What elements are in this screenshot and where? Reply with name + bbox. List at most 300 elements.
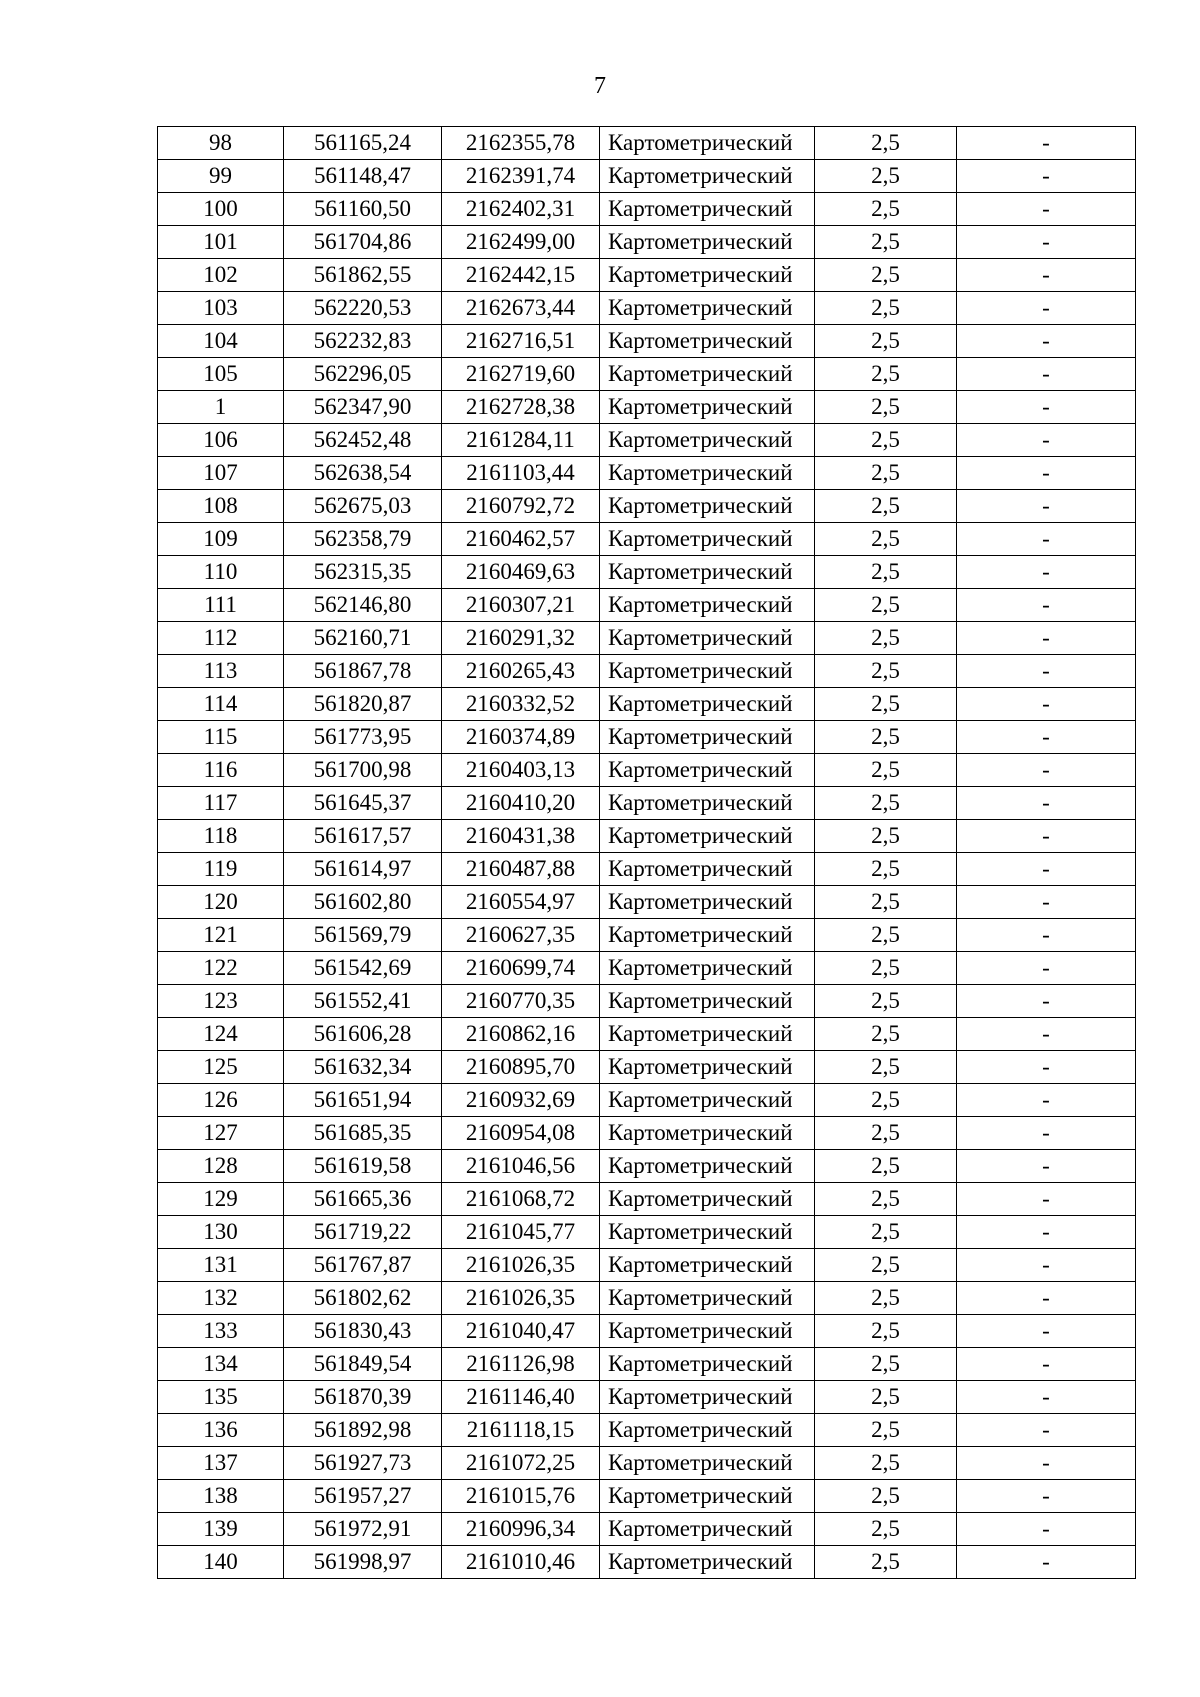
- point-number-cell: 99: [158, 160, 284, 193]
- y-coordinate-cell: 2162499,00: [442, 226, 600, 259]
- note-cell: -: [957, 523, 1136, 556]
- method-cell: Картометрический: [600, 193, 815, 226]
- accuracy-cell: 2,5: [815, 259, 957, 292]
- x-coordinate-cell: 561606,28: [284, 1018, 442, 1051]
- note-cell: -: [957, 292, 1136, 325]
- method-cell: Картометрический: [600, 1216, 815, 1249]
- y-coordinate-cell: 2160770,35: [442, 985, 600, 1018]
- point-number-cell: 104: [158, 325, 284, 358]
- x-coordinate-cell: 561957,27: [284, 1480, 442, 1513]
- accuracy-cell: 2,5: [815, 1084, 957, 1117]
- note-cell: -: [957, 1282, 1136, 1315]
- table-row: [158, 1084, 1136, 1117]
- method-cell: Картометрический: [600, 325, 815, 358]
- method-cell: Картометрический: [600, 358, 815, 391]
- x-coordinate-cell: 561719,22: [284, 1216, 442, 1249]
- accuracy-cell: 2,5: [815, 1051, 957, 1084]
- y-coordinate-cell: 2160699,74: [442, 952, 600, 985]
- note-cell: -: [957, 193, 1136, 226]
- y-coordinate-cell: 2161040,47: [442, 1315, 600, 1348]
- accuracy-cell: 2,5: [815, 1381, 957, 1414]
- note-cell: -: [957, 391, 1136, 424]
- y-coordinate-cell: 2160954,08: [442, 1117, 600, 1150]
- point-number-cell: 138: [158, 1480, 284, 1513]
- table-row: [158, 985, 1136, 1018]
- point-number-cell: 121: [158, 919, 284, 952]
- method-cell: Картометрический: [600, 391, 815, 424]
- accuracy-cell: 2,5: [815, 622, 957, 655]
- y-coordinate-cell: 2160431,38: [442, 820, 600, 853]
- x-coordinate-cell: 561160,50: [284, 193, 442, 226]
- method-cell: Картометрический: [600, 1183, 815, 1216]
- y-coordinate-cell: 2161284,11: [442, 424, 600, 457]
- note-cell: -: [957, 127, 1136, 160]
- accuracy-cell: 2,5: [815, 358, 957, 391]
- table-row: [158, 919, 1136, 952]
- accuracy-cell: 2,5: [815, 853, 957, 886]
- accuracy-cell: 2,5: [815, 457, 957, 490]
- accuracy-cell: 2,5: [815, 919, 957, 952]
- point-number-cell: 129: [158, 1183, 284, 1216]
- y-coordinate-cell: 2160469,63: [442, 556, 600, 589]
- point-number-cell: 112: [158, 622, 284, 655]
- y-coordinate-cell: 2160792,72: [442, 490, 600, 523]
- coordinates-table: [157, 126, 1136, 1579]
- x-coordinate-cell: 562358,79: [284, 523, 442, 556]
- table-row: [158, 1348, 1136, 1381]
- note-cell: -: [957, 325, 1136, 358]
- method-cell: Картометрический: [600, 160, 815, 193]
- y-coordinate-cell: 2161026,35: [442, 1249, 600, 1282]
- note-cell: -: [957, 1183, 1136, 1216]
- note-cell: -: [957, 655, 1136, 688]
- x-coordinate-cell: 561870,39: [284, 1381, 442, 1414]
- accuracy-cell: 2,5: [815, 292, 957, 325]
- note-cell: -: [957, 1216, 1136, 1249]
- table-row: [158, 1315, 1136, 1348]
- accuracy-cell: 2,5: [815, 655, 957, 688]
- method-cell: Картометрический: [600, 886, 815, 919]
- point-number-cell: 106: [158, 424, 284, 457]
- note-cell: -: [957, 721, 1136, 754]
- table-row: [158, 226, 1136, 259]
- point-number-cell: 133: [158, 1315, 284, 1348]
- note-cell: -: [957, 853, 1136, 886]
- note-cell: -: [957, 1381, 1136, 1414]
- note-cell: -: [957, 1513, 1136, 1546]
- accuracy-cell: 2,5: [815, 556, 957, 589]
- y-coordinate-cell: 2160932,69: [442, 1084, 600, 1117]
- x-coordinate-cell: 561542,69: [284, 952, 442, 985]
- y-coordinate-cell: 2162719,60: [442, 358, 600, 391]
- point-number-cell: 136: [158, 1414, 284, 1447]
- method-cell: Картометрический: [600, 1348, 815, 1381]
- table-row: [158, 853, 1136, 886]
- note-cell: -: [957, 1084, 1136, 1117]
- method-cell: Картометрический: [600, 655, 815, 688]
- y-coordinate-cell: 2161068,72: [442, 1183, 600, 1216]
- note-cell: -: [957, 1249, 1136, 1282]
- point-number-cell: 103: [158, 292, 284, 325]
- x-coordinate-cell: 561892,98: [284, 1414, 442, 1447]
- table-row: [158, 1513, 1136, 1546]
- method-cell: Картометрический: [600, 1051, 815, 1084]
- x-coordinate-cell: 562638,54: [284, 457, 442, 490]
- accuracy-cell: 2,5: [815, 424, 957, 457]
- table-row: [158, 1051, 1136, 1084]
- point-number-cell: 102: [158, 259, 284, 292]
- table-row: [158, 358, 1136, 391]
- x-coordinate-cell: 562347,90: [284, 391, 442, 424]
- note-cell: -: [957, 1447, 1136, 1480]
- point-number-cell: 140: [158, 1546, 284, 1579]
- point-number-cell: 139: [158, 1513, 284, 1546]
- note-cell: -: [957, 490, 1136, 523]
- table-row: [158, 457, 1136, 490]
- method-cell: Картометрический: [600, 1381, 815, 1414]
- x-coordinate-cell: 561972,91: [284, 1513, 442, 1546]
- accuracy-cell: 2,5: [815, 1480, 957, 1513]
- table-row: [158, 292, 1136, 325]
- y-coordinate-cell: 2162716,51: [442, 325, 600, 358]
- point-number-cell: 132: [158, 1282, 284, 1315]
- note-cell: -: [957, 1315, 1136, 1348]
- point-number-cell: 117: [158, 787, 284, 820]
- x-coordinate-cell: 562220,53: [284, 292, 442, 325]
- point-number-cell: 98: [158, 127, 284, 160]
- y-coordinate-cell: 2160996,34: [442, 1513, 600, 1546]
- method-cell: Картометрический: [600, 259, 815, 292]
- point-number-cell: 108: [158, 490, 284, 523]
- note-cell: -: [957, 1480, 1136, 1513]
- x-coordinate-cell: 562232,83: [284, 325, 442, 358]
- note-cell: -: [957, 259, 1136, 292]
- accuracy-cell: 2,5: [815, 1150, 957, 1183]
- y-coordinate-cell: 2160307,21: [442, 589, 600, 622]
- accuracy-cell: 2,5: [815, 193, 957, 226]
- point-number-cell: 116: [158, 754, 284, 787]
- y-coordinate-cell: 2162355,78: [442, 127, 600, 160]
- method-cell: Картометрический: [600, 589, 815, 622]
- table-row: [158, 622, 1136, 655]
- table-row: [158, 589, 1136, 622]
- accuracy-cell: 2,5: [815, 589, 957, 622]
- point-number-cell: 100: [158, 193, 284, 226]
- point-number-cell: 110: [158, 556, 284, 589]
- y-coordinate-cell: 2160403,13: [442, 754, 600, 787]
- point-number-cell: 127: [158, 1117, 284, 1150]
- y-coordinate-cell: 2160291,32: [442, 622, 600, 655]
- page-number: 7: [594, 73, 606, 99]
- note-cell: -: [957, 1051, 1136, 1084]
- method-cell: Картометрический: [600, 1414, 815, 1447]
- accuracy-cell: 2,5: [815, 1282, 957, 1315]
- coordinates-table-body: [158, 127, 1136, 1579]
- y-coordinate-cell: 2160627,35: [442, 919, 600, 952]
- method-cell: Картометрический: [600, 1117, 815, 1150]
- y-coordinate-cell: 2162391,74: [442, 160, 600, 193]
- point-number-cell: 1: [158, 391, 284, 424]
- method-cell: Картометрический: [600, 919, 815, 952]
- point-number-cell: 119: [158, 853, 284, 886]
- y-coordinate-cell: 2160265,43: [442, 655, 600, 688]
- point-number-cell: 123: [158, 985, 284, 1018]
- x-coordinate-cell: 561632,34: [284, 1051, 442, 1084]
- accuracy-cell: 2,5: [815, 952, 957, 985]
- x-coordinate-cell: 561602,80: [284, 886, 442, 919]
- y-coordinate-cell: 2161046,56: [442, 1150, 600, 1183]
- x-coordinate-cell: 561617,57: [284, 820, 442, 853]
- method-cell: Картометрический: [600, 1480, 815, 1513]
- point-number-cell: 101: [158, 226, 284, 259]
- method-cell: Картометрический: [600, 457, 815, 490]
- method-cell: Картометрический: [600, 721, 815, 754]
- y-coordinate-cell: 2160862,16: [442, 1018, 600, 1051]
- accuracy-cell: 2,5: [815, 1348, 957, 1381]
- point-number-cell: 137: [158, 1447, 284, 1480]
- y-coordinate-cell: 2161015,76: [442, 1480, 600, 1513]
- x-coordinate-cell: 561651,94: [284, 1084, 442, 1117]
- method-cell: Картометрический: [600, 688, 815, 721]
- point-number-cell: 114: [158, 688, 284, 721]
- x-coordinate-cell: 561767,87: [284, 1249, 442, 1282]
- y-coordinate-cell: 2160410,20: [442, 787, 600, 820]
- x-coordinate-cell: 562315,35: [284, 556, 442, 589]
- table-row: [158, 1381, 1136, 1414]
- point-number-cell: 135: [158, 1381, 284, 1414]
- note-cell: -: [957, 457, 1136, 490]
- note-cell: -: [957, 1546, 1136, 1579]
- x-coordinate-cell: 561704,86: [284, 226, 442, 259]
- point-number-cell: 125: [158, 1051, 284, 1084]
- method-cell: Картометрический: [600, 1546, 815, 1579]
- method-cell: Картометрический: [600, 820, 815, 853]
- accuracy-cell: 2,5: [815, 1249, 957, 1282]
- note-cell: -: [957, 820, 1136, 853]
- x-coordinate-cell: 561927,73: [284, 1447, 442, 1480]
- method-cell: Картометрический: [600, 985, 815, 1018]
- x-coordinate-cell: 561645,37: [284, 787, 442, 820]
- note-cell: -: [957, 1348, 1136, 1381]
- y-coordinate-cell: 2161118,15: [442, 1414, 600, 1447]
- y-coordinate-cell: 2160554,97: [442, 886, 600, 919]
- y-coordinate-cell: 2160332,52: [442, 688, 600, 721]
- accuracy-cell: 2,5: [815, 820, 957, 853]
- point-number-cell: 107: [158, 457, 284, 490]
- table-row: [158, 1249, 1136, 1282]
- x-coordinate-cell: 561773,95: [284, 721, 442, 754]
- y-coordinate-cell: 2162673,44: [442, 292, 600, 325]
- table-row: [158, 259, 1136, 292]
- y-coordinate-cell: 2160374,89: [442, 721, 600, 754]
- method-cell: Картометрический: [600, 787, 815, 820]
- x-coordinate-cell: 562160,71: [284, 622, 442, 655]
- x-coordinate-cell: 561165,24: [284, 127, 442, 160]
- note-cell: -: [957, 226, 1136, 259]
- table-row: [158, 655, 1136, 688]
- point-number-cell: 134: [158, 1348, 284, 1381]
- x-coordinate-cell: 561820,87: [284, 688, 442, 721]
- x-coordinate-cell: 562452,48: [284, 424, 442, 457]
- note-cell: -: [957, 160, 1136, 193]
- method-cell: Картометрический: [600, 622, 815, 655]
- point-number-cell: 120: [158, 886, 284, 919]
- x-coordinate-cell: 561685,35: [284, 1117, 442, 1150]
- x-coordinate-cell: 561619,58: [284, 1150, 442, 1183]
- method-cell: Картометрический: [600, 226, 815, 259]
- table-row: [158, 1150, 1136, 1183]
- accuracy-cell: 2,5: [815, 1018, 957, 1051]
- y-coordinate-cell: 2162442,15: [442, 259, 600, 292]
- accuracy-cell: 2,5: [815, 391, 957, 424]
- table-row: [158, 886, 1136, 919]
- accuracy-cell: 2,5: [815, 1183, 957, 1216]
- accuracy-cell: 2,5: [815, 160, 957, 193]
- table-row: [158, 721, 1136, 754]
- note-cell: -: [957, 424, 1136, 457]
- x-coordinate-cell: 561148,47: [284, 160, 442, 193]
- y-coordinate-cell: 2160487,88: [442, 853, 600, 886]
- note-cell: -: [957, 589, 1136, 622]
- method-cell: Картометрический: [600, 127, 815, 160]
- note-cell: -: [957, 919, 1136, 952]
- note-cell: -: [957, 556, 1136, 589]
- method-cell: Картометрический: [600, 1513, 815, 1546]
- table-row: [158, 193, 1136, 226]
- note-cell: -: [957, 1150, 1136, 1183]
- x-coordinate-cell: 561569,79: [284, 919, 442, 952]
- note-cell: -: [957, 886, 1136, 919]
- method-cell: Картометрический: [600, 754, 815, 787]
- table-row: [158, 1480, 1136, 1513]
- point-number-cell: 113: [158, 655, 284, 688]
- accuracy-cell: 2,5: [815, 1117, 957, 1150]
- note-cell: -: [957, 952, 1136, 985]
- y-coordinate-cell: 2161146,40: [442, 1381, 600, 1414]
- accuracy-cell: 2,5: [815, 226, 957, 259]
- method-cell: Картометрический: [600, 1150, 815, 1183]
- x-coordinate-cell: 561552,41: [284, 985, 442, 1018]
- accuracy-cell: 2,5: [815, 1546, 957, 1579]
- method-cell: Картометрический: [600, 1084, 815, 1117]
- table-row: [158, 1447, 1136, 1480]
- note-cell: -: [957, 688, 1136, 721]
- x-coordinate-cell: 561830,43: [284, 1315, 442, 1348]
- method-cell: Картометрический: [600, 1447, 815, 1480]
- accuracy-cell: 2,5: [815, 886, 957, 919]
- x-coordinate-cell: 561867,78: [284, 655, 442, 688]
- x-coordinate-cell: 561998,97: [284, 1546, 442, 1579]
- method-cell: Картометрический: [600, 523, 815, 556]
- table-row: [158, 1414, 1136, 1447]
- table-row: [158, 490, 1136, 523]
- table-row: [158, 787, 1136, 820]
- point-number-cell: 109: [158, 523, 284, 556]
- y-coordinate-cell: 2160895,70: [442, 1051, 600, 1084]
- y-coordinate-cell: 2161026,35: [442, 1282, 600, 1315]
- note-cell: -: [957, 754, 1136, 787]
- table-row: [158, 391, 1136, 424]
- x-coordinate-cell: 561614,97: [284, 853, 442, 886]
- accuracy-cell: 2,5: [815, 1513, 957, 1546]
- table-row: [158, 325, 1136, 358]
- table-row: [158, 952, 1136, 985]
- accuracy-cell: 2,5: [815, 688, 957, 721]
- method-cell: Картометрический: [600, 292, 815, 325]
- table-row: [158, 688, 1136, 721]
- accuracy-cell: 2,5: [815, 721, 957, 754]
- y-coordinate-cell: 2162402,31: [442, 193, 600, 226]
- point-number-cell: 118: [158, 820, 284, 853]
- y-coordinate-cell: 2161103,44: [442, 457, 600, 490]
- y-coordinate-cell: 2160462,57: [442, 523, 600, 556]
- accuracy-cell: 2,5: [815, 985, 957, 1018]
- point-number-cell: 130: [158, 1216, 284, 1249]
- table-row: [158, 1117, 1136, 1150]
- accuracy-cell: 2,5: [815, 490, 957, 523]
- method-cell: Картометрический: [600, 1018, 815, 1051]
- table-row: [158, 424, 1136, 457]
- y-coordinate-cell: 2161126,98: [442, 1348, 600, 1381]
- point-number-cell: 124: [158, 1018, 284, 1051]
- accuracy-cell: 2,5: [815, 325, 957, 358]
- table-row: [158, 820, 1136, 853]
- point-number-cell: 122: [158, 952, 284, 985]
- accuracy-cell: 2,5: [815, 523, 957, 556]
- table-row: [158, 1216, 1136, 1249]
- accuracy-cell: 2,5: [815, 1315, 957, 1348]
- point-number-cell: 111: [158, 589, 284, 622]
- table-row: [158, 1183, 1136, 1216]
- table-row: [158, 160, 1136, 193]
- x-coordinate-cell: 561700,98: [284, 754, 442, 787]
- note-cell: -: [957, 985, 1136, 1018]
- note-cell: -: [957, 358, 1136, 391]
- table-row: [158, 523, 1136, 556]
- y-coordinate-cell: 2161010,46: [442, 1546, 600, 1579]
- x-coordinate-cell: 562296,05: [284, 358, 442, 391]
- note-cell: -: [957, 1117, 1136, 1150]
- table-row: [158, 1546, 1136, 1579]
- x-coordinate-cell: 561849,54: [284, 1348, 442, 1381]
- table-row: [158, 556, 1136, 589]
- method-cell: Картометрический: [600, 952, 815, 985]
- accuracy-cell: 2,5: [815, 754, 957, 787]
- accuracy-cell: 2,5: [815, 1216, 957, 1249]
- point-number-cell: 126: [158, 1084, 284, 1117]
- point-number-cell: 128: [158, 1150, 284, 1183]
- note-cell: -: [957, 622, 1136, 655]
- table-row: [158, 1282, 1136, 1315]
- x-coordinate-cell: 562675,03: [284, 490, 442, 523]
- x-coordinate-cell: 562146,80: [284, 589, 442, 622]
- method-cell: Картометрический: [600, 1282, 815, 1315]
- point-number-cell: 131: [158, 1249, 284, 1282]
- method-cell: Картометрический: [600, 1249, 815, 1282]
- x-coordinate-cell: 561665,36: [284, 1183, 442, 1216]
- method-cell: Картометрический: [600, 424, 815, 457]
- point-number-cell: 105: [158, 358, 284, 391]
- table-row: [158, 754, 1136, 787]
- accuracy-cell: 2,5: [815, 1414, 957, 1447]
- accuracy-cell: 2,5: [815, 127, 957, 160]
- x-coordinate-cell: 561862,55: [284, 259, 442, 292]
- point-number-cell: 115: [158, 721, 284, 754]
- table-row: [158, 127, 1136, 160]
- note-cell: -: [957, 1018, 1136, 1051]
- accuracy-cell: 2,5: [815, 787, 957, 820]
- y-coordinate-cell: 2161072,25: [442, 1447, 600, 1480]
